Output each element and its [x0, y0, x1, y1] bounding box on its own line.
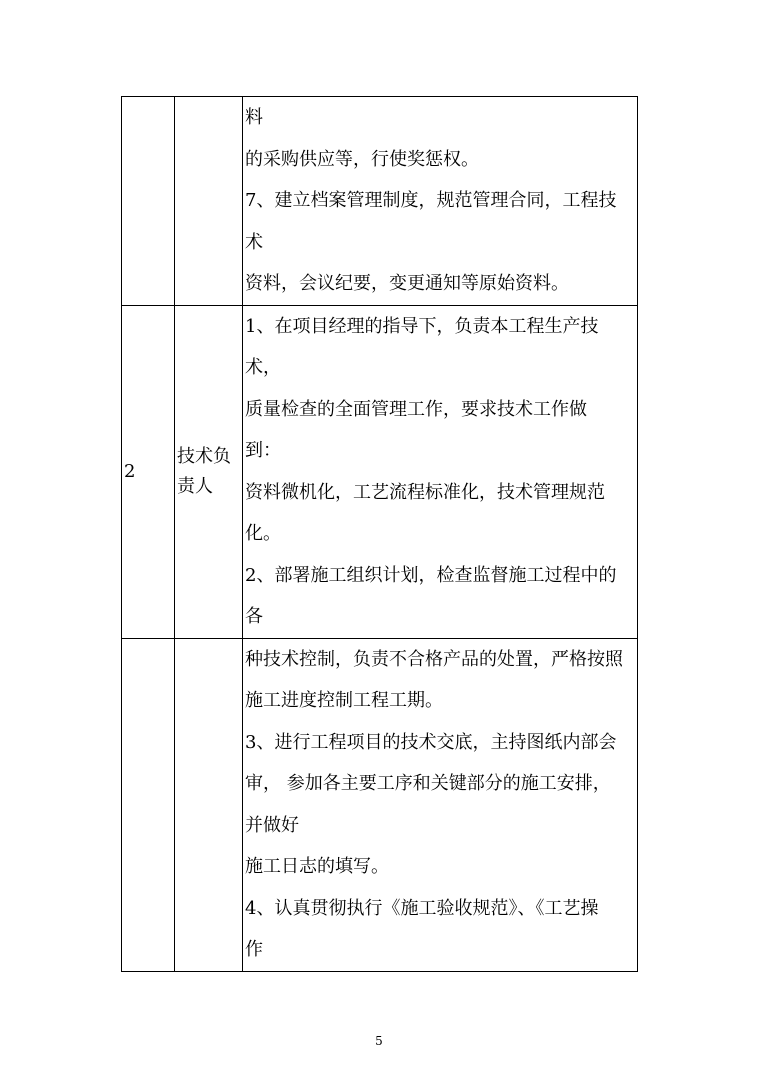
role-cell	[175, 97, 243, 306]
duty-line: 3、进行工程项目的技术交底，主持图纸内部会	[245, 731, 617, 753]
duty-line: 7、建立档案管理制度，规范管理合同，工程技	[245, 190, 617, 211]
duty-line: 并做好	[245, 814, 299, 836]
responsibility-table	[121, 96, 638, 972]
duty-line: 到：	[245, 440, 281, 461]
duties-cell	[243, 97, 638, 306]
table-row	[122, 638, 638, 971]
duty-line: 化。	[245, 523, 281, 544]
number-cell	[122, 305, 175, 638]
role-cell	[175, 638, 243, 971]
page-number: 5	[375, 1034, 383, 1048]
duty-line: 资料微机化，工艺流程标准化，技术管理规范	[245, 481, 605, 503]
number-cell	[122, 638, 175, 971]
role-title-line: 责人	[177, 475, 213, 497]
duty-line: 各	[245, 606, 263, 627]
duty-line: 施工进度控制工程工期。	[245, 690, 443, 711]
role-cell	[175, 305, 243, 638]
number-cell	[122, 97, 175, 306]
duty-line: 资料，会议纪要，变更通知等原始资料。	[245, 273, 569, 294]
duty-line: 质量检查的全面管理工作，要求技术工作做	[245, 398, 587, 420]
duty-line: 施工日志的填写。	[245, 856, 389, 877]
duty-line: 的采购供应等，行使奖惩权。	[245, 148, 479, 170]
duties-cell	[243, 305, 638, 638]
duty-line: 术，	[245, 357, 281, 378]
duty-line: 术	[245, 231, 263, 253]
duty-line: 料	[245, 107, 263, 128]
table-row	[122, 305, 638, 638]
duty-line: 4、认真贯彻执行《施工验收规范》、《工艺操	[245, 897, 599, 919]
row-number: 2	[124, 461, 136, 482]
duty-line: 作	[245, 939, 263, 960]
duty-line: 2、部署施工组织计划，检查监督施工过程中的	[245, 564, 617, 586]
role-title-line: 技术负	[177, 445, 231, 467]
duties-cell	[243, 638, 638, 971]
duty-line: 1、在项目经理的指导下，负责本工程生产技	[245, 315, 599, 337]
duty-line: 种技术控制，负责不合格产品的处置，严格按照	[245, 648, 623, 670]
duty-line: 审， 参加各主要工序和关键部分的施工安排，	[245, 773, 611, 794]
table-row	[122, 97, 638, 306]
